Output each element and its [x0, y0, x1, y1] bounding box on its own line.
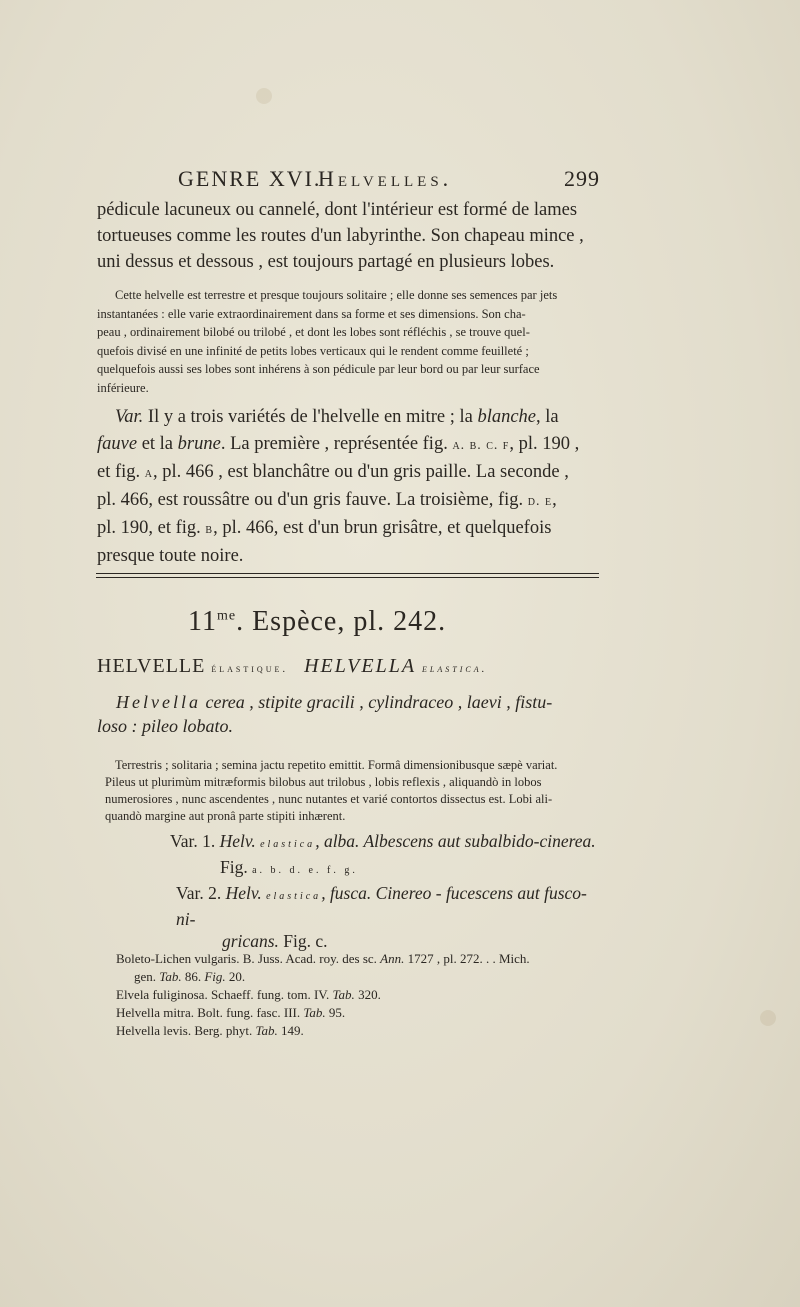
text-span: . La première , représentée fig. — [220, 434, 453, 454]
text-line — [222, 930, 604, 952]
text-line — [97, 459, 603, 487]
latin-paragraph — [97, 757, 607, 825]
reference-line — [116, 986, 606, 1004]
text-line: tortueuses comme les routes d'un labyrinthe. Son chapeau mince , — [97, 226, 584, 246]
binomial-line — [97, 655, 617, 678]
text-line — [220, 856, 610, 882]
text-span: Fig. — [204, 969, 226, 984]
synonymy-references — [116, 950, 606, 1040]
text-line — [116, 690, 604, 714]
text-span: 20. — [225, 969, 246, 984]
french-genus: HELVELLE — [97, 655, 206, 677]
header-genre: GENRE XVI. — [178, 166, 322, 191]
text-line — [170, 830, 610, 856]
text-line — [97, 431, 603, 459]
french-epithet: élastique. — [211, 663, 289, 675]
variety-label: Var. 2. — [176, 883, 222, 903]
text-line: inférieure. — [97, 380, 149, 395]
description-paragraph — [97, 286, 603, 397]
diagnosis-genus: Helvella — [116, 692, 201, 712]
text-span: pl. 466, est roussâtre ou d'un gris fauve. La troisième, fig. — [97, 490, 528, 510]
latin-epithet: elastica. — [422, 663, 488, 675]
text-line: quefois divisé en une infinité de petits lobes verticaux qui le rendent comme feuilleté ; — [97, 343, 529, 358]
text-span: et la — [137, 434, 178, 454]
figure-letters: a. b. d. e. f. g. — [252, 865, 358, 876]
variety-label: Var. 1. — [170, 831, 216, 851]
reference-line — [116, 1022, 606, 1040]
text-span: Tab. — [303, 1005, 326, 1020]
variety-description: Albescens aut subalbido-cinerea. — [359, 831, 596, 851]
variety-2 — [176, 882, 604, 952]
figure-letters: b — [205, 522, 214, 537]
latin-genus: HELVELLA — [304, 655, 417, 677]
section-divider — [96, 573, 599, 574]
text-line: Cette helvelle est terrestre et presque toujours solitaire ; elle donne ses semences par jets — [115, 288, 558, 302]
reference-line — [116, 968, 606, 986]
text-span: 86. — [181, 969, 205, 984]
text-span: Boleto-Lichen vulgaris. B. Juss. Acad. roy. des sc. — [116, 951, 381, 966]
variety-1 — [170, 830, 610, 882]
text-line — [97, 487, 603, 515]
running-header — [178, 166, 600, 196]
text-line: Pileus ut plurimùm mitræformis bilobus aut trilobus , lobis reflexis , aliquandò in lobos — [105, 775, 542, 789]
paper-stain — [760, 1010, 776, 1026]
text-span: 149. — [277, 1023, 304, 1038]
text-line: peau , ordinairement bilobé ou trilobé , et dont les lobes sont réfléchis , se trouve quel- — [97, 325, 530, 339]
text-span: , — [552, 490, 557, 510]
text-span: , pl. 190 , — [509, 434, 580, 454]
species-heading — [188, 606, 508, 638]
text-span: cerea , stipite gracili , cylindraceo , laevi , fistu- — [200, 692, 553, 712]
variety-description: gricans. — [222, 931, 279, 951]
text-span: , la — [536, 407, 559, 427]
text-span: Tab. — [159, 969, 182, 984]
text-line — [97, 404, 603, 431]
text-line: numerosiores , nunc ascendentes , nunc nutantes et varié contortos dissectus est. Lobi ali- — [105, 792, 553, 806]
text-span: Tab. — [332, 987, 355, 1002]
var-label: Var. — [115, 407, 144, 427]
text-span: Helvella mitra. Bolt. fung. fasc. III. — [116, 1005, 304, 1020]
text-line: Terrestris ; solitaria ; semina jactu repetito emittit. Formâ dimensionibusque sæpè variat. — [115, 758, 558, 772]
text-span: Ann. — [380, 951, 405, 966]
text-span: Il y a trois variétés de l'helvelle en mitre ; la — [143, 407, 478, 427]
latin-diagnosis — [97, 690, 604, 738]
text-span: Helvella levis. Berg. phyt. — [116, 1023, 256, 1038]
text-span: , pl. 466, est d'un brun grisâtre, et quelquefois — [213, 518, 552, 538]
figure-letters: a — [144, 466, 154, 481]
variety-description: Cinereo - fucescens aut fusco-ni- — [176, 883, 587, 929]
intro-paragraph — [97, 197, 603, 275]
reference-line — [116, 950, 606, 968]
text-span: pl. 190, et fig. — [97, 518, 206, 538]
text-span: Tab. — [255, 1023, 278, 1038]
text-span: gen. — [134, 969, 160, 984]
header-family: Helvelles. — [318, 166, 453, 191]
genus-abbr: Helv. — [225, 883, 262, 903]
genus-abbr: Helv. — [219, 831, 256, 851]
reference-line — [116, 1004, 606, 1022]
text-span: Elvela fuliginosa. Schaeff. fung. tom. IV. — [116, 987, 333, 1002]
text-span: 320. — [354, 987, 381, 1002]
text-line: pédicule lacuneux ou cannelé, dont l'intérieur est formé de lames — [97, 200, 578, 220]
text-line — [97, 515, 603, 543]
text-line: presque toute noire. — [97, 546, 244, 566]
text-line: instantanées : elle varie extraordinairement dans sa forme et ses dimensions. Son cha- — [97, 306, 526, 321]
text-line: quelquefois aussi ses lobes sont inhérens à son pédicule par leur bord ou par leur surface — [97, 362, 540, 376]
text-line: quandò margine aut pronâ parte stipiti inhærent. — [105, 809, 346, 823]
page-number: 299 — [564, 166, 600, 191]
varieties-paragraph — [97, 404, 603, 570]
epithet: elastica — [260, 839, 316, 850]
text-span: 1727 , pl. 272. . . Mich. — [404, 951, 530, 966]
species-number: 11 — [188, 606, 217, 637]
variety-name: blanche — [477, 407, 536, 427]
figure-letters: d. e — [527, 494, 553, 509]
section-divider — [96, 577, 599, 578]
species-plate: . Espèce, pl. 242. — [236, 606, 447, 637]
variety-name: fauve — [97, 434, 138, 454]
text-line — [97, 714, 604, 738]
epithet: elastica — [266, 891, 322, 902]
text-span: 95. — [325, 1005, 346, 1020]
variety-name: , fusca. — [321, 883, 372, 903]
paper-stain — [256, 88, 272, 104]
text-span: loso : pileo lobato. — [97, 716, 233, 736]
variety-name: , alba. — [315, 831, 360, 851]
text-line: uni dessus et dessous , est toujours partagé en plusieurs lobes. — [97, 252, 555, 272]
figure-letters: a. b. c. f — [452, 438, 510, 453]
variety-name: brune — [177, 434, 221, 454]
fig-label: Fig. — [220, 857, 248, 877]
text-span: et fig. — [97, 462, 145, 482]
text-line — [176, 882, 604, 930]
text-span: , pl. 466 , est blanchâtre ou d'un gris paille. La seconde , — [153, 462, 569, 482]
fig-label: Fig. c. — [278, 931, 328, 951]
species-superscript: me — [216, 608, 237, 624]
